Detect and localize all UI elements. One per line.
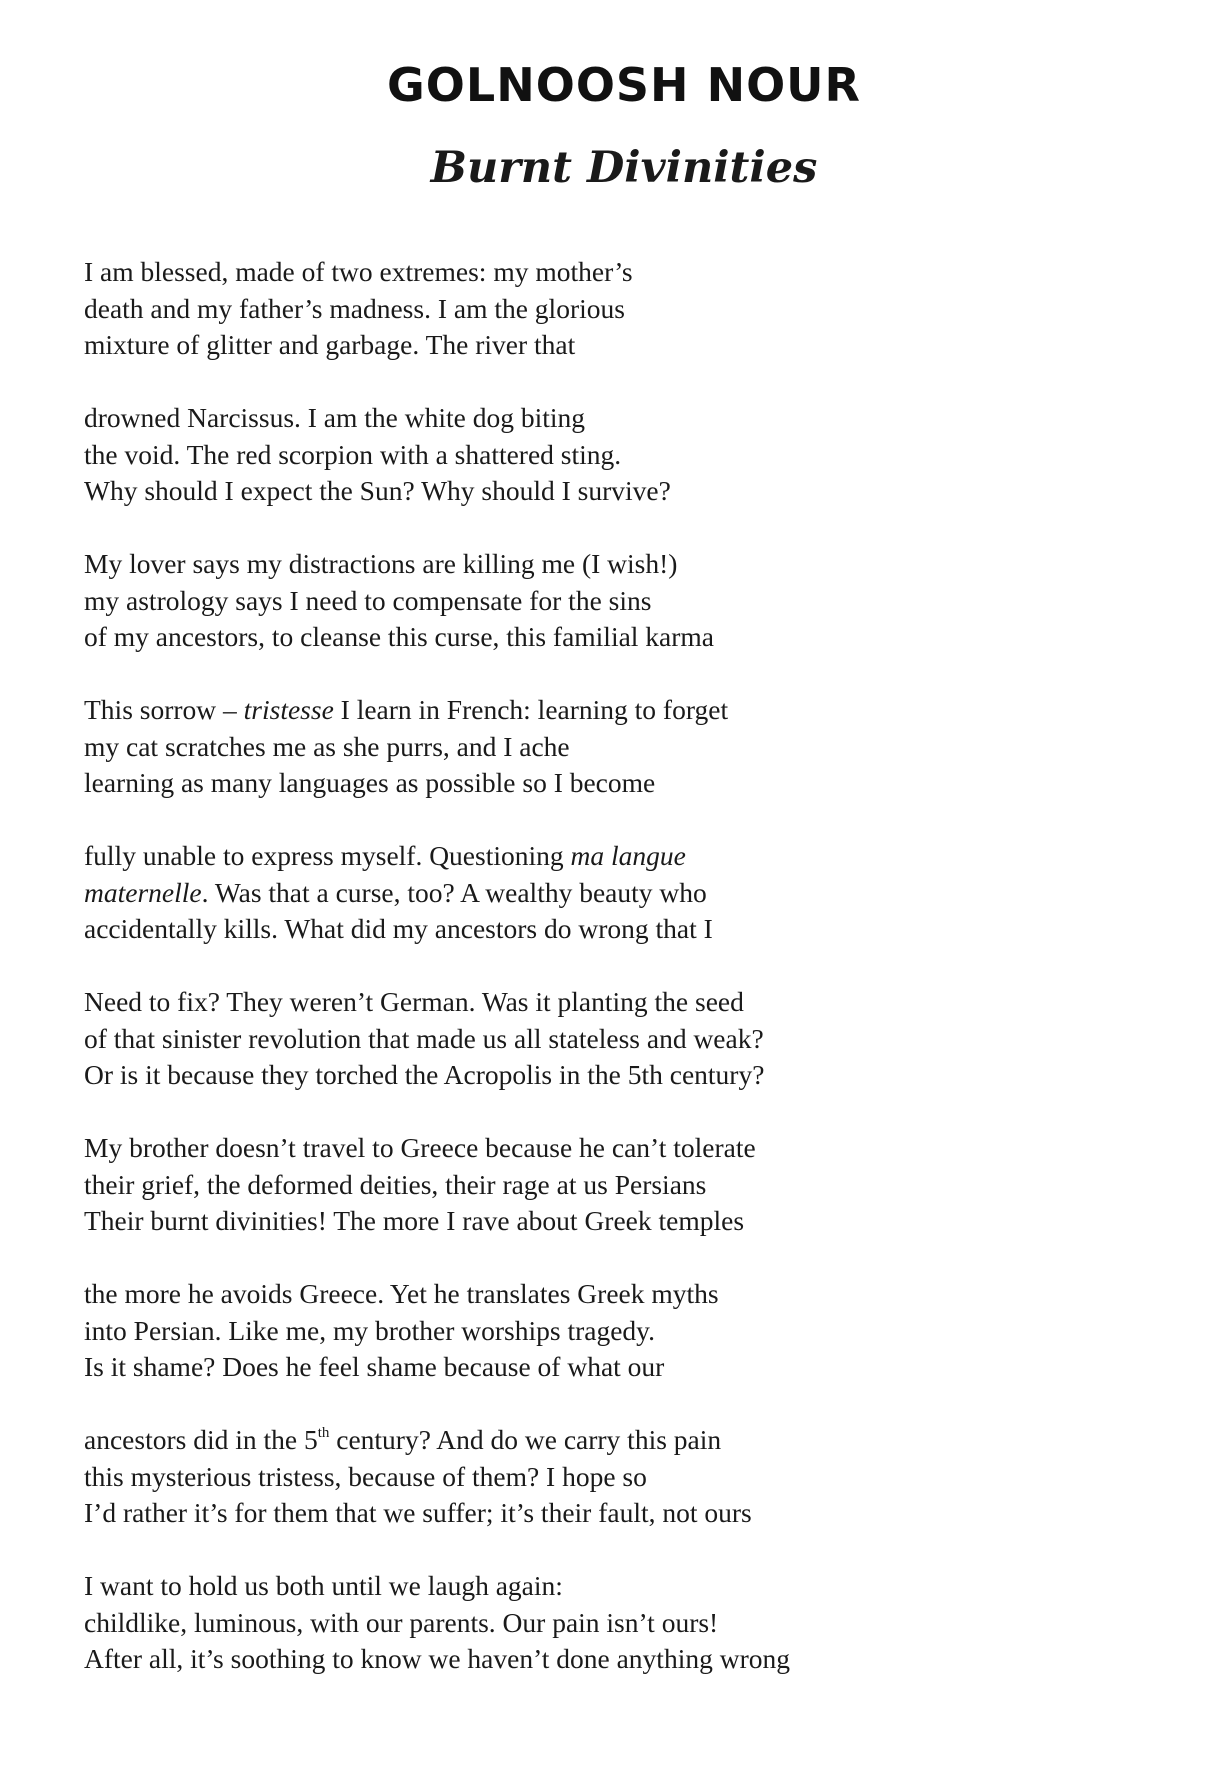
italic-phrase: maternelle	[84, 876, 202, 908]
poem-line: I want to hold us both until we laugh again:	[84, 1570, 563, 1601]
line-text: I learn in French: learning to forget	[333, 694, 729, 725]
stanza-7	[84, 1130, 1084, 1240]
poem-line: I’d rather it’s for them that we suffer; it’s their fault, not ours	[84, 1497, 752, 1528]
superscript: th	[317, 1425, 330, 1441]
poem-line: accidentally kills. What did my ancestors do wrong that I	[84, 913, 713, 944]
stanza-8	[84, 1276, 1084, 1386]
stanza-9	[84, 1422, 1084, 1532]
poem-line: My lover says my distractions are killing me (I wish!)	[84, 548, 678, 579]
italic-word: tristesse	[243, 694, 334, 725]
line-text: ancestors did in the 5	[84, 1424, 318, 1455]
poem-title: Burnt Divinities	[430, 143, 818, 193]
poem-line: Is it shame? Does he feel shame because of what our	[84, 1351, 665, 1382]
poem-line: My brother doesn’t travel to Greece because he can’t tolerate	[84, 1132, 756, 1163]
poem-line: Why should I expect the Sun? Why should I survive?	[84, 475, 671, 506]
poem-line: Need to fix? They weren’t German. Was it planting the seed	[84, 986, 744, 1017]
stanza-3	[84, 546, 1084, 656]
italic-phrase: ma langue	[570, 840, 686, 871]
poem-line: my astrology says I need to compensate for the sins	[84, 584, 652, 616]
poem-line: childlike, luminous, with our parents. Our pain isn’t ours!	[84, 1606, 719, 1638]
line-text: . Was that a curse, too? A wealthy beauty who	[201, 876, 707, 908]
poem-line: Or is it because they torched the Acropolis in the 5th century?	[84, 1059, 765, 1090]
poem-line: I am blessed, made of two extremes: my mother’s	[84, 256, 633, 287]
poem-body	[84, 254, 1084, 1714]
poem-line: into Persian. Like me, my brother worships tragedy.	[84, 1314, 656, 1346]
poem-line: learning as many languages as possible so I become	[84, 767, 656, 798]
poem-line: this mysterious tristess, because of them? I hope so	[84, 1460, 647, 1492]
poem-line	[84, 692, 1084, 729]
stanza-5	[84, 838, 1084, 948]
poem-line	[84, 838, 1084, 875]
stanza-10	[84, 1568, 1084, 1678]
poem-line: the more he avoids Greece. Yet he translates Greek myths	[84, 1278, 719, 1309]
poem-line: my cat scratches me as she purrs, and I ache	[84, 730, 570, 762]
poem-line: death and my father’s madness. I am the glorious	[84, 292, 625, 324]
author-name: GOLNOOSH NOUR	[387, 58, 861, 112]
poem-line: of that sinister revolution that made us all stateless and weak?	[84, 1022, 764, 1054]
line-text: fully unable to express myself. Questioning	[84, 840, 571, 871]
poem-line	[84, 875, 1084, 912]
line-text: This sorrow –	[84, 694, 244, 725]
poem-line: the void. The red scorpion with a shattered sting.	[84, 438, 622, 470]
poem-line: drowned Narcissus. I am the white dog biting	[84, 402, 586, 433]
poem-line	[84, 1422, 1084, 1459]
poem-line: mixture of glitter and garbage. The river that	[84, 329, 576, 360]
poem-line: their grief, the deformed deities, their rage at us Persians	[84, 1168, 707, 1200]
stanza-6	[84, 984, 1084, 1094]
stanza-2	[84, 400, 1084, 510]
poem-line: After all, it’s soothing to know we haven’t done anything wrong	[84, 1643, 790, 1674]
line-text: century? And do we carry this pain	[329, 1424, 722, 1455]
stanza-4	[84, 692, 1084, 802]
poem-line: Their burnt divinities! The more I rave about Greek temples	[84, 1205, 745, 1236]
poem-line: of my ancestors, to cleanse this curse, this familial karma	[84, 621, 715, 652]
stanza-1	[84, 254, 1084, 364]
